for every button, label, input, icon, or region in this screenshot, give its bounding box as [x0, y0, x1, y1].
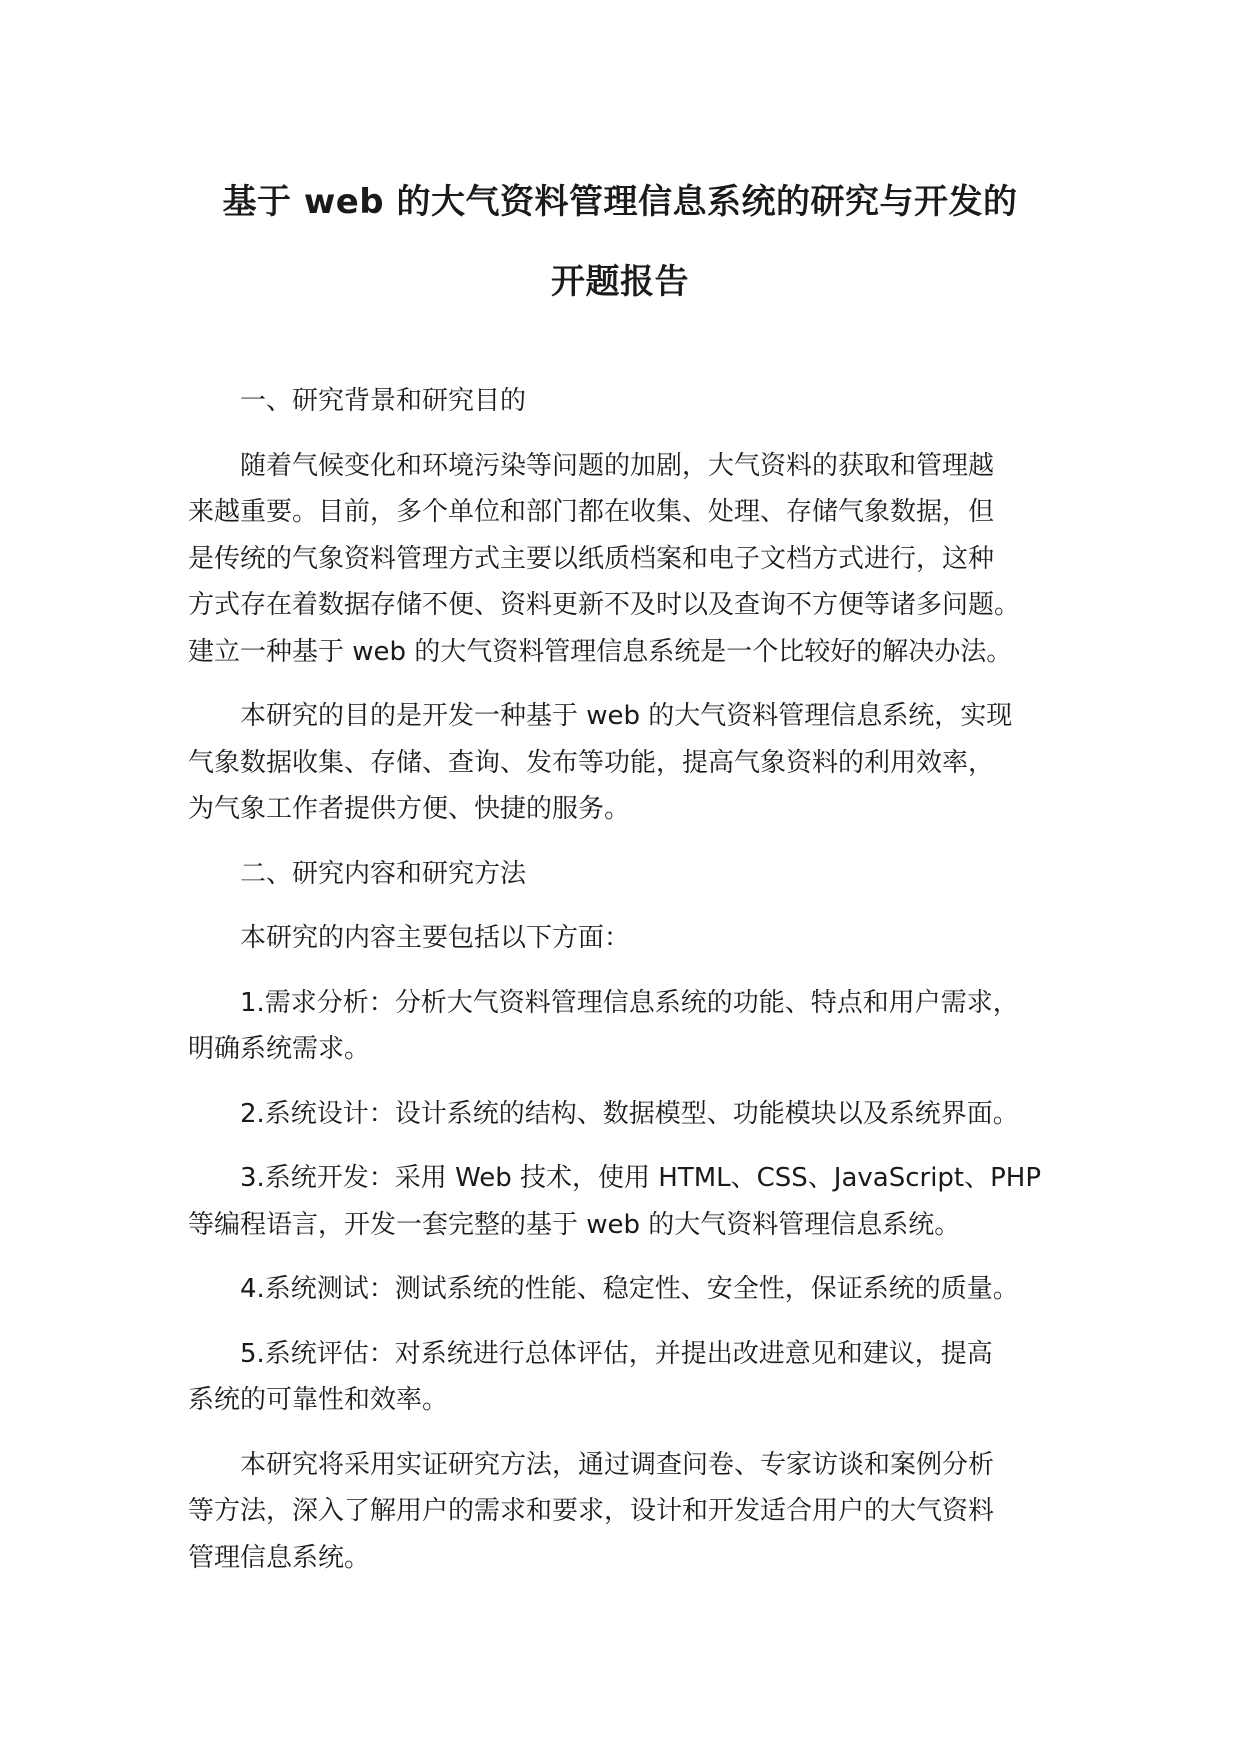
list-item-requirements-analysis: 1.需求分析：分析大气资料管理信息系统的功能、特点和用户需求， 明确系统需求。 — [188, 987, 1019, 1064]
document-title-line-1: 基于 web 的大气资料管理信息系统的研究与开发的 — [222, 182, 1018, 222]
list-item-system-testing: 4.系统测试：测试系统的性能、稳定性、安全性，保证系统的质量。 — [188, 1274, 1019, 1304]
paragraph-content-intro: 本研究的内容主要包括以下方面： — [188, 923, 631, 953]
paragraph-purpose: 本研究的目的是开发一种基于 web 的大气资料管理信息系统，实现 气象数据收集、存储、查询、发布等功能，提高气象资料的利用效率， 为气象工作者提供方便、快捷的服务。 — [188, 701, 1013, 824]
list-item-system-evaluation: 5.系统评估：对系统进行总体评估，并提出改进意见和建议，提高 系统的可靠性和效率。 — [188, 1338, 993, 1415]
paragraph-background: 随着气候变化和环境污染等问题的加剧，大气资料的获取和管理越 来越重要。目前，多个单位和部门都在收集、处理、存储气象数据，但 是传统的气象资料管理方式主要以纸质档案和电子文档方式进行，这种 方式存在着数据存储不便、资料更新不及时以及查询不方便等诸多问题。 建立一种基于 web 的大气资料管理信息系统是一个比较好的解决办法。 — [188, 450, 1021, 667]
list-item-system-design: 2.系统设计：设计系统的结构、数据模型、功能模块以及系统界面。 — [188, 1098, 1019, 1129]
paragraph-research-method: 本研究将采用实证研究方法，通过调查问卷、专家访谈和案例分析 等方法，深入了解用户的需求和要求，设计和开发适合用户的大气资料 管理信息系统。 — [188, 1449, 995, 1573]
list-item-system-development: 3.系统开发：采用 Web 技术，使用 HTML、CSS、JavaScript、PHP 等编程语言，开发一套完整的基于 web 的大气资料管理信息系统。 — [188, 1163, 1042, 1240]
document-title-line-2: 开题报告 — [551, 262, 689, 302]
section-heading-background: 一、研究背景和研究目的 — [188, 386, 527, 416]
section-heading-content-methods: 二、研究内容和研究方法 — [188, 858, 527, 889]
document-body — [188, 378, 1088, 1599]
